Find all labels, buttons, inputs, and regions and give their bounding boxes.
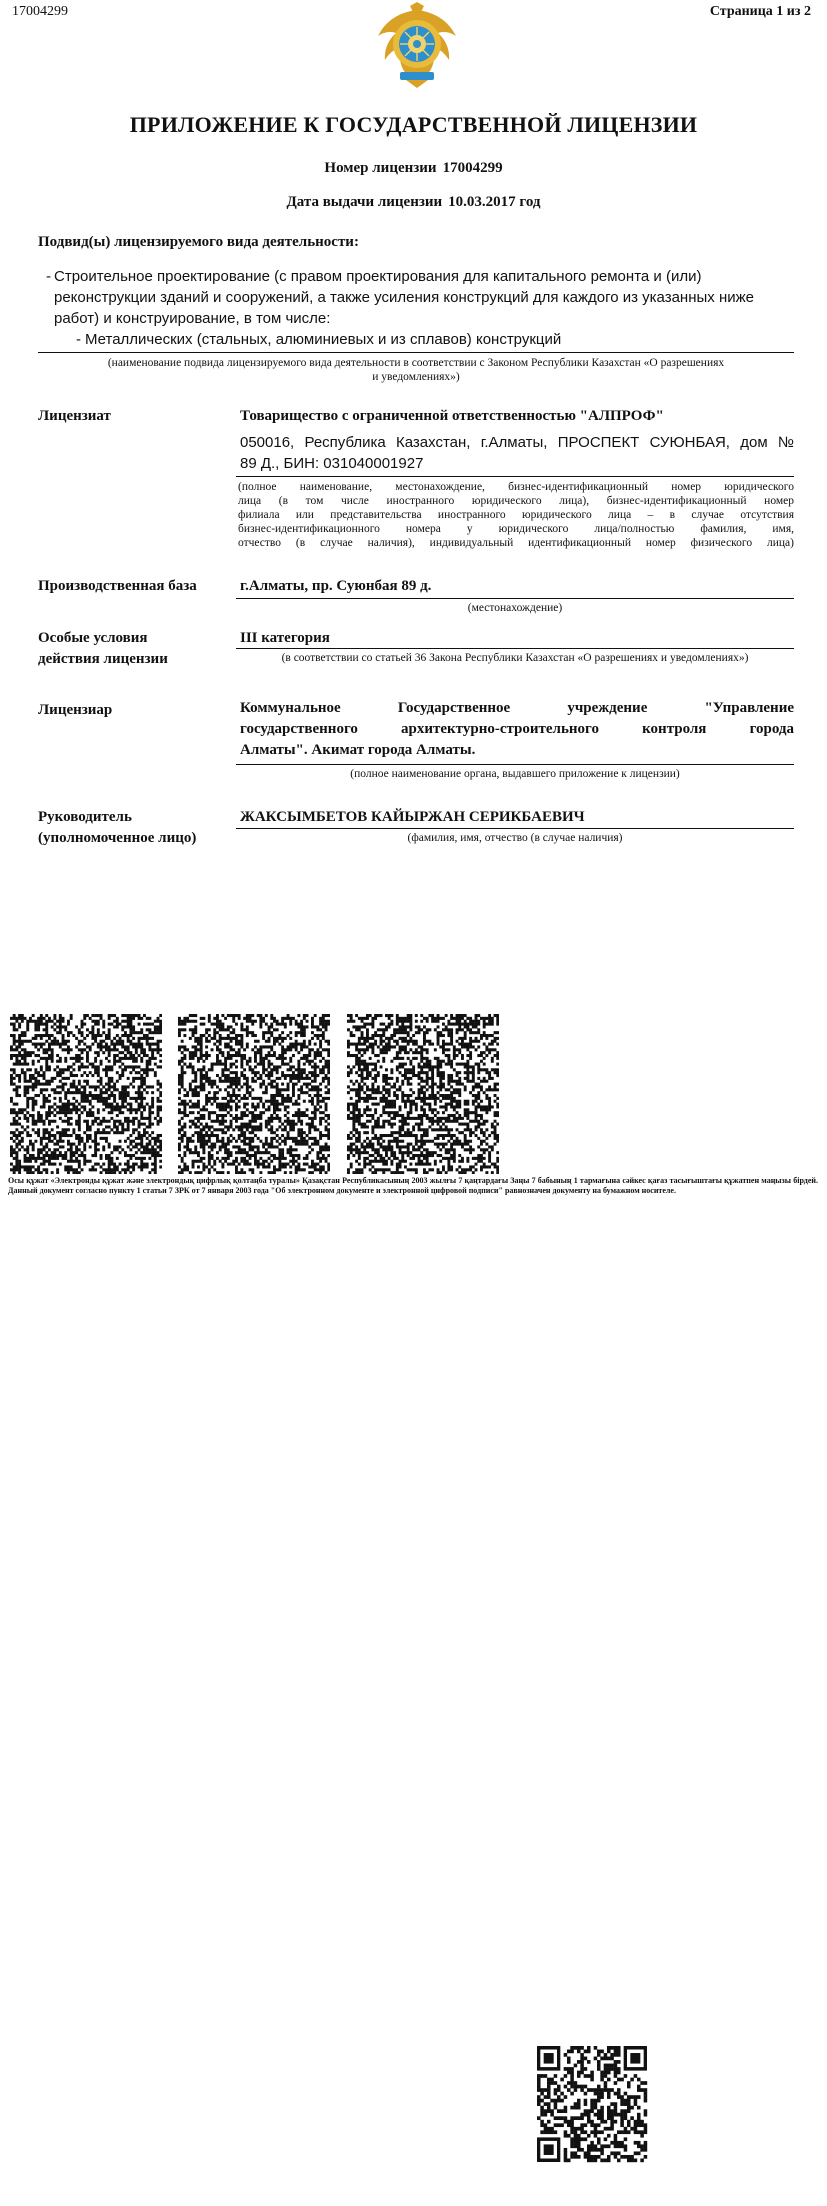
special-conditions-value: III категория (240, 628, 330, 649)
subtype-item (76, 329, 776, 350)
divider (236, 648, 794, 649)
subtype-line: Металлических (стальных, алюминиевых и из сплавов) конструкций (85, 329, 776, 350)
qr-code-icon (537, 1032, 647, 1148)
licensor-name: Коммунальное Государственное учреждение "Управление государственного архитектурно-строительного контроля города Алматы". Акимат города Алматы. (240, 698, 794, 761)
page-indicator: Страница 1 из 2 (710, 4, 811, 20)
production-base-note: (местонахождение) (236, 601, 794, 615)
divider (236, 598, 794, 599)
legal-footer: Осы құжат «Электронды құжат және электрондық цифрлық қолтаңба туралы» Қазақстан Республикасының 2003 жылғы 7 қаңтардағы Заңы 7 бабының 1 тармағына сәйкес қағаз тасығыштағы құжатпен маңызы бірдей. Данный документ согласно пункту 1 статьи 7 ЗРК от 7 января 2003 года "Об электронном документе и электронной цифровой подписи" равнозначен документу на бумажном носителе. (8, 1176, 818, 1196)
subtype-bullet: - (46, 266, 51, 287)
subtype-line: Строительное проектирование (с правом проектирования для капитального ремонта и (или) (54, 266, 806, 287)
subtype-line: реконструкции зданий и сооружений, а также усиления конструкций для каждого из указанных ниже (54, 287, 806, 308)
head-note: (фамилия, имя, отчество (в случае наличия) (236, 831, 794, 845)
production-base-label: Производственная база (38, 576, 197, 597)
head-label: Руководитель (уполномоченное лицо) (38, 807, 196, 849)
license-number-value: 17004299 (443, 160, 503, 176)
kazakhstan-state-emblem-icon (370, 2, 464, 88)
special-conditions-label: Особые условия действия лицензии (38, 628, 168, 670)
page-title: ПРИЛОЖЕНИЕ К ГОСУДАРСТВЕННОЙ ЛИЦЕНЗИИ (0, 112, 827, 138)
licensee-name: Товарищество с ограниченной ответственностью "АЛПРОФ" (240, 406, 800, 427)
barcode-icon (10, 1014, 162, 1174)
barcode-icon (347, 1014, 499, 1174)
license-date-row (0, 194, 827, 211)
special-conditions-note: (в соответствии со статьей 36 Закона Республики Казахстан «О разрешениях и уведомлениях») (236, 651, 794, 665)
subtypes-note: (наименование подвида лицензируемого вида деятельности в соответствии с Законом Республики Казахстан «О разрешениях и уведомлениях») (38, 356, 794, 384)
licensee-note: (полное наименование, местонахождение, бизнес-идентификационный номер юридического лица (в том числе иностранного юридического лица), бизнес-идентификационный номер филиала или представительства иностранного юридического лица – в случае отсутствия бизнес-идентификационного номера у юридического лица/полностью фамилия, имя, отчество (в случае наличия), индивидуальный идентификационный номер физического лица) (238, 480, 794, 550)
licensor-label: Лицензиар (38, 700, 112, 721)
license-date-label: Дата выдачи лицензии (286, 194, 442, 210)
divider (236, 828, 794, 829)
document-number: 17004299 (12, 4, 68, 20)
licensee-address: 050016, Республика Казахстан, г.Алматы, ПРОСПЕКТ СУЮНБАЯ, дом № (240, 432, 794, 453)
head-name: ЖАКСЫМБЕТОВ КАЙЫРЖАН СЕРИКБАЕВИЧ (240, 807, 585, 828)
divider (236, 764, 794, 765)
subtype-line: работ) и конструирование, в том числе: (54, 308, 806, 329)
divider (236, 476, 794, 477)
barcode-icon (178, 1014, 330, 1174)
licensee-address-bin: 89 Д., БИН: 031040001927 (240, 453, 794, 474)
divider (38, 352, 794, 353)
subtype-bullet: - (76, 329, 81, 350)
subtype-item (46, 266, 806, 329)
licensor-note: (полное наименование органа, выдавшего приложение к лицензии) (236, 767, 794, 781)
license-number-label: Номер лицензии (324, 160, 436, 176)
license-number-row (0, 160, 827, 177)
license-date-value: 10.03.2017 год (448, 194, 540, 210)
subtypes-heading: Подвид(ы) лицензируемого вида деятельности: (38, 234, 359, 251)
production-base-value: г.Алматы, пр. Суюнбая 89 д. (240, 576, 431, 597)
licensee-label: Лицензиат (38, 406, 111, 427)
